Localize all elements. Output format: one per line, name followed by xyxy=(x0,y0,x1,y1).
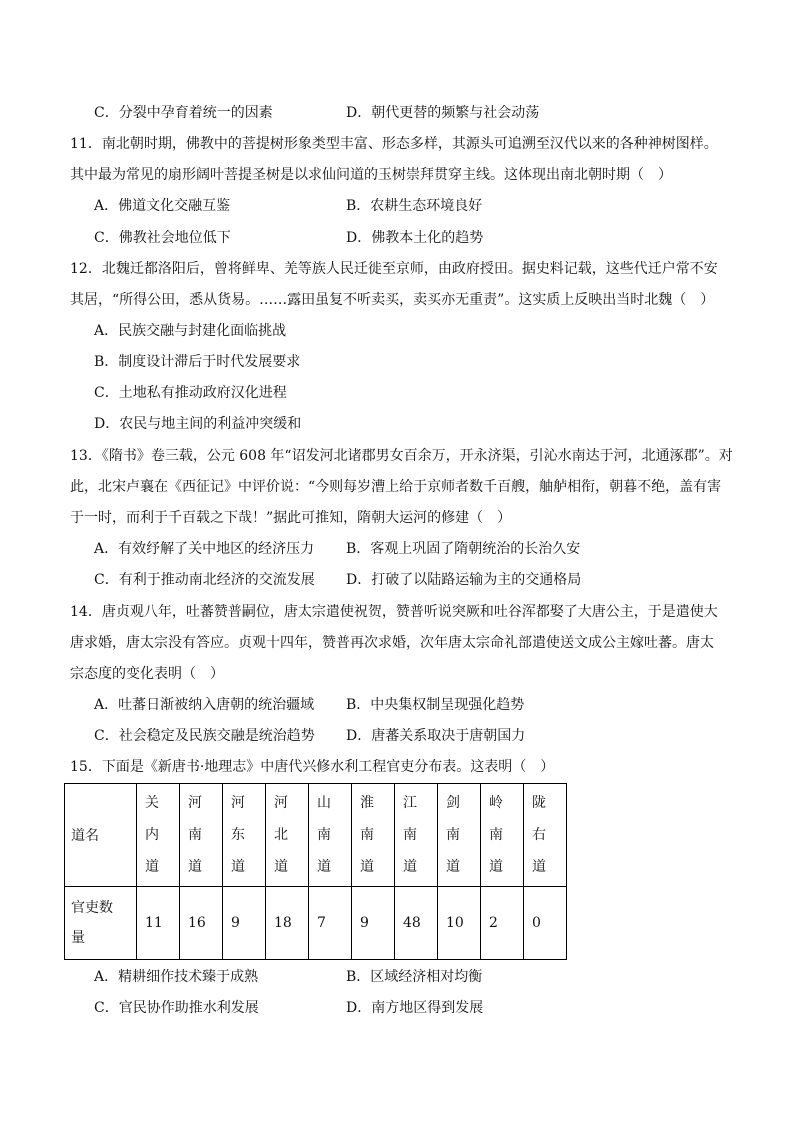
value-shannan: 7 xyxy=(309,887,352,960)
circuit-header-hedong: 河 东 道 xyxy=(223,784,266,887)
q13-option-d: D．打破了以陆路运输为主的交通格局 xyxy=(346,572,582,588)
q14-stem-line1: 14．唐贞观八年，吐蕃赞普嗣位，唐太宗遣使祝贺，赞普听说突厥和吐谷浑都娶了大唐公主，于是遣使大 xyxy=(70,604,718,620)
q14-stem-line3: 宗态度的变化表明（ ） xyxy=(70,666,224,682)
q13-option-b: B．客观上巩固了隋朝统治的长治久安 xyxy=(346,541,581,557)
q12-stem-line2: 其居，“所得公田，悉从货易。……露田虽复不听卖买，卖买亦无重责”。这实质上反映出当时北魏（ ） xyxy=(70,292,715,308)
value-guannei: 11 xyxy=(137,887,180,960)
q11-stem-line2: 其中最为常见的扇形阔叶菩提圣树是以求仙问道的玉树崇拜贯穿主线。这体现出南北朝时期（ ） xyxy=(70,167,672,183)
q14-option-d: D．唐蕃关系取决于唐朝国力 xyxy=(346,728,526,744)
q15-option-c: C．官民协作助推水利发展 xyxy=(94,1000,259,1016)
q11-option-a: A．佛道文化交融互鉴 xyxy=(94,198,231,214)
circuit-header-jiannan: 剑 南 道 xyxy=(438,784,481,887)
circuit-header-jiangnan: 江 南 道 xyxy=(395,784,438,887)
circuit-header-hebei: 河 北 道 xyxy=(266,784,309,887)
circuit-header-longyou: 陇 右 道 xyxy=(524,784,567,887)
value-hebei: 18 xyxy=(266,887,309,960)
q12-option-c: C．土地私有推动政府汉化进程 xyxy=(94,385,287,401)
q12-stem-line1: 12．北魏迁都洛阳后，曾将鲜卑、羌等族人民迁徙至京师，由政府授田。据史料记载，这些代迁户常不安 xyxy=(70,261,718,277)
q12-option-a: A．民族交融与封建化面临挑战 xyxy=(94,323,287,339)
value-jiannan: 10 xyxy=(438,887,481,960)
q10-option-c: C．分裂中孕育着统一的因素 xyxy=(94,105,273,121)
q10-option-d: D．朝代更替的频繁与社会动荡 xyxy=(346,105,540,121)
q13-stem-line3: 于一时，而利于千百载之下哉！”据此可推知，隋朝大运河的修建（ ） xyxy=(70,510,512,526)
q13-stem-line1: 13．《隋书》卷三载，公元 608 年“诏发河北诸郡男女百余万，开永济渠，引沁水南达于河，北通涿郡”。对 xyxy=(70,448,733,464)
q11-option-d: D．佛教本土化的趋势 xyxy=(346,230,484,246)
q15-option-b: B．区域经济相对均衡 xyxy=(346,969,483,985)
table-value-row xyxy=(65,887,567,960)
value-henan: 16 xyxy=(180,887,223,960)
q13-option-c: C．有利于推动南北经济的交流发展 xyxy=(94,572,315,588)
value-jiangnan: 48 xyxy=(395,887,438,960)
circuit-header-guannei: 关 内 道 xyxy=(137,784,180,887)
q14-option-a: A．吐蕃日渐被纳入唐朝的统治疆域 xyxy=(94,697,315,713)
value-lingnan: 2 xyxy=(481,887,524,960)
q11-option-c: C．佛教社会地位低下 xyxy=(94,230,231,246)
q14-stem-line2: 唐求婚，唐太宗没有答应。贞观十四年，赞普再次求婚，次年唐太宗命礼部遣使送文成公主嫁吐蕃。唐太 xyxy=(70,635,714,651)
q15-stem-line1: 15．下面是《新唐书·地理志》中唐代兴修水利工程官吏分布表。这表明（ ） xyxy=(70,759,555,775)
q15-option-a: A．精耕细作技术臻于成熟 xyxy=(94,969,259,985)
q14-option-c: C．社会稳定及民族交融是统治趋势 xyxy=(94,728,315,744)
q13-stem-line2: 此，北宋卢襄在《西征记》中评价说：“今则每岁漕上给于京师者数千百艘，舳舻相衔，朝暮不绝，盖有害 xyxy=(70,479,722,495)
q14-option-b: B．中央集权制呈现强化趋势 xyxy=(346,697,525,713)
row-label-circuit-name: 道名 xyxy=(65,784,137,887)
circuit-header-henan: 河 南 道 xyxy=(180,784,223,887)
circuit-header-lingnan: 岭 南 道 xyxy=(481,784,524,887)
q12-option-b: B．制度设计滞后于时代发展要求 xyxy=(94,354,301,370)
q11-stem-line1: 11．南北朝时期，佛教中的菩提树形象类型丰富、形态多样，其源头可追溯至汉代以来的各种神树图样。 xyxy=(70,136,718,152)
q13-option-a: A．有效纾解了关中地区的经济压力 xyxy=(94,541,315,557)
value-hedong: 9 xyxy=(223,887,266,960)
circuit-header-huainan: 淮 南 道 xyxy=(352,784,395,887)
value-longyou: 0 xyxy=(524,887,567,960)
q15-option-d: D．南方地区得到发展 xyxy=(346,1000,484,1016)
row-label-official-count: 官吏数 量 xyxy=(65,887,137,960)
q12-option-d: D．农民与地主间的利益冲突缓和 xyxy=(94,416,302,432)
official-distribution-table xyxy=(64,783,567,960)
circuit-header-shannan: 山 南 道 xyxy=(309,784,352,887)
value-huainan: 9 xyxy=(352,887,395,960)
table-header-row xyxy=(65,784,567,887)
q11-option-b: B．农耕生态环境良好 xyxy=(346,198,483,214)
